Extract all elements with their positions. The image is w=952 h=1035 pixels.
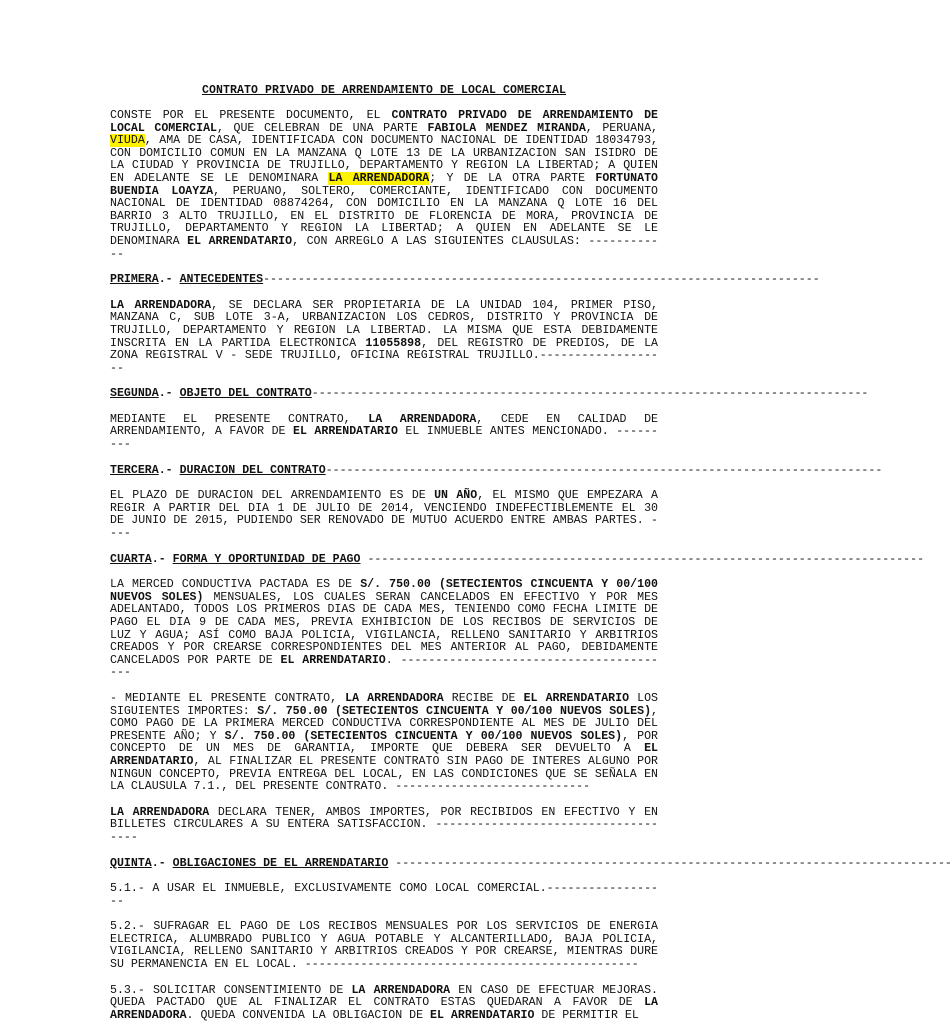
highlighted-text: VIUDA [110,134,145,148]
text-run: EL INMUEBLE ANTES MENCIONADO. --------- [110,425,658,452]
bold-text: LA ARRENDADORA [368,412,477,426]
clause-separator: .- [151,552,173,566]
bold-text: CONTRATO PRIVADO DE ARRENDAMIENTO DE LOCAL COMERCIAL [110,109,658,135]
bold-text: LA ARRENDADORA [345,691,444,705]
clause-separator: .- [158,387,180,401]
text-run: ; Y DE LA OTRA PARTE [429,171,596,185]
text-run: . QUEDA CONVENIDA LA OBLIGACION DE [186,1008,431,1022]
clause-dashes: -------------------------------------------------------------------------------- [360,552,925,566]
clause-dashes: -------------------------------------------------------------------------------- [325,463,883,477]
clause-title: OBJETO DEL CONTRATO [179,387,312,401]
clause-title: DURACION DEL CONTRATO [179,463,326,477]
paragraph [110,921,658,971]
text-run: MENSUALES, LOS CUALES SERAN CANCELADOS EN EFECTIVO Y POR MES ADELANTADO, TODOS LOS PRIMEROS DIAS DE CADA MES, TENIENDO COMO FECHA LIMITE DE PAGO EL DIA 9 DE CADA MES, PREVIA EXHIBICION DE LOS RECIBOS DE SERVICIOS DE LUZ Y AGUA; ASÍ COMO BAJA POLICIA, VIGILANCIA, RELLENO SANITARIO Y ARBITRIOS CREADOS Y POR CREARSE CORRESPONDIENTES DEL MES ANTERIOR AL PAGO, DEBIDAMENTE CANCELADOS POR PARTE DE [110,590,658,667]
text-run: , CON ARREGLO A LAS SIGUIENTES CLAUSULAS: ------------ [110,234,658,261]
text-run: DE PERMITIR EL [534,1008,639,1022]
document-title: CONTRATO PRIVADO DE ARRENDAMIENTO DE LOCAL COMERCIAL [201,84,567,97]
clause-separator: .- [158,463,180,477]
text-run: LA MERCED CONDUCTIVA PACTADA ES DE [110,578,361,592]
text-run: RECIBE DE [443,691,524,705]
bold-text: LA ARRENDADORA [110,298,212,312]
bold-text: S/. 750.00 (SETECIENTOS CINCUENTA Y 00/100 NUEVOS SOLES) [257,704,652,718]
paragraph [110,579,658,680]
text-run: , PERUANA, [585,121,658,135]
bold-text: EL ARRENDATARIO [523,691,630,705]
text-run: . ---------------------------------------- [110,653,658,680]
text-run: EN CASO DE EFECTUAR MEJORAS. QUEDA PACTADO QUE AL FINALIZAR EL CONTRATO ESTAS QUEDARAN A FAVOR DE [110,983,659,1010]
clause-dashes: -------------------------------------------------------------------------------- [311,387,869,401]
clause-number: CUARTA [110,552,152,566]
clause-heading [110,856,952,871]
text-run: , QUE CELEBRAN DE UNA PARTE [216,121,428,135]
clause-heading [110,387,869,401]
paragraph [110,883,658,908]
bold-text: S/. 750.00 (SETECIENTOS CINCUENTA Y 00/100 NUEVOS SOLES) [110,578,658,604]
bold-text: LA ARRENDADORA [351,983,451,997]
text-run: - MEDIANTE EL PRESENTE CONTRATO, [110,691,346,705]
paragraph [110,985,658,1023]
clause-title: ANTECEDENTES [179,273,264,287]
bold-text: EL ARRENDATARIO [293,425,398,439]
clause-heading [110,273,820,287]
clause-heading [110,463,883,478]
bold-text: UN AÑO [434,489,478,503]
text-run: , AMA DE CASA, IDENTIFICADA CON DOCUMENTO NACIONAL DE IDENTIDAD 18034793, CON DOMICILIO COMUN EN LA MANZANA Q LOTE 13 DE LA URBANIZACION SAN ISIDRO DE LA CIUDAD Y PROVINCIA DE TRUJILLO, DEPARTAMENTO Y REGION LA LIBERTAD; A QUIEN EN ADELANTE SE LE DENOMINARA [110,134,658,185]
paragraph [110,300,658,376]
text-run: 5.2.- SUFRAGAR EL PAGO DE LOS RECIBOS MENSUALES POR LOS SERVICIOS DE ENERGIA ELECTRICA, ALUMBRADO PUBLICO Y AGUA POTABLE Y ALCANTERILLADO, BAJA POLICIA, VIGILANCIA, RELLENO SANITARIO Y ARBITRIOS CREADOS Y POR CREARSE, MIENTRAS DURE SU PERMANENCIA EN EL LOCAL. ------------------------------------------------ [110,920,658,972]
text-run: CONSTE POR EL PRESENTE DOCUMENTO, EL [110,109,392,122]
clause-title: OBLIGACIONES DE EL ARRENDATARIO [172,856,389,870]
clause-separator: .- [151,856,173,870]
paragraph [110,414,658,452]
paragraph [110,807,658,845]
text-run: 5.3.- SOLICITAR CONSENTIMIENTO DE [110,983,352,997]
clause-dashes: -------------------------------------------------------------------------------- [388,856,952,870]
clause-number: QUINTA [110,856,152,870]
text-run: , POR CONCEPTO DE UN MES DE GARANTIA, IMPORTE QUE DEBERA SER DEVUELTO A [110,729,658,756]
text-run: MEDIANTE EL PRESENTE CONTRATO, [110,412,369,426]
text-run: , SE DECLARA SER PROPIETARIA DE LA UNIDAD 104, PRIMER PISO, MANZANA C, SUB LOTE 3-A, URBANIZACION LOS CEDROS, DISTRITO Y PROVINCIA DE TRUJILLO, DEPARTAMENTO Y REGION LA LIBERTAD. LA MISMA QUE ESTA DEBIDAMENTE INSCRITA EN LA PARTIDA ELECTRONICA [110,298,658,350]
bold-text: LA ARRENDADORA [110,996,658,1022]
bold-text: EL ARRENDATARIO [187,234,293,248]
bold-text: EL ARRENDATARIO [280,653,386,667]
text-run: , DEL REGISTRO DE PREDIOS, DE LA ZONA REGISTRAL V - SEDE TRUJILLO, OFICINA REGISTRAL TRUJILLO.------------------- [110,336,658,375]
text-run: LOS SIGUIENTES IMPORTES: [110,691,659,718]
text-run: , COMO PAGO DE LA PRIMERA MERCED CONDUCTIVA CORRESPONDIENTE AL MES DE JULIO DEL PRESENTE AÑO; Y [110,704,658,743]
clause-number: TERCERA [110,463,159,477]
clause-heading [110,552,925,567]
bold-text: EL ARRENDATARIO [430,1008,535,1022]
paragraph [110,110,658,261]
document-body [110,109,952,1035]
clause-number: PRIMERA [110,273,159,287]
text-run: EL PLAZO DE DURACION DEL ARRENDAMIENTO ES DE [110,489,435,503]
clause-separator: .- [158,273,180,287]
text-run: , AL FINALIZAR EL PRESENTE CONTRATO SIN PAGO DE INTERES ALGUNO POR NINGUN CONCEPTO, PREVIA ENTREGA DEL LOCAL, EN LAS CONDICIONES QUE SE SEÑALA EN LA CLAUSULA 7.1., DEL PRESENTE CONTRATO. ---------------------------- [110,754,658,794]
bold-text: FORTUNATO BUENDIA LOAYZA [110,171,659,198]
clause-dashes: -------------------------------------------------------------------------------- [263,273,820,287]
text-run: , PERUANO, SOLTERO, COMERCIANTE, IDENTIFICADO CON DOCUMENTO NACIONAL DE IDENTIDAD 08874264, CON DOMICILIO EN LA MANZANA Q LOTE 16 DEL BARRIO 3 ALTO TRUJILLO, EN EL DISTRITO DE FLORENCIA DE MORA, PROVINCIA DE TRUJILLO, DEPARTAMENTO Y REGION LA LIBERTAD; A QUIEN EN ADELANTE SE LE DENOMINARA [110,184,658,248]
text-run: 5.1.- A USAR EL INMUEBLE, EXCLUSIVAMENTE COMO LOCAL COMERCIAL.------------------ [110,882,658,908]
text-run: , CEDE EN CALIDAD DE ARRENDAMIENTO, A FAVOR DE [110,412,658,439]
bold-text: EL ARRENDATARIO [110,742,658,768]
bold-text: S/. 750.00 (SETECIENTOS CINCUENTA Y 00/100 NUEVOS SOLES) [224,729,623,743]
text-run: , EL MISMO QUE EMPEZARA A REGIR A PARTIR DEL DIA 1 DE JULIO DE 2014, VENCIENDO INDEFECTIBLEMENTE EL 30 DE JUNIO DE 2015, PUDIENDO SER RENOVADO DE MUTUO ACUERDO ENTRE AMBAS PARTES. ---- [110,489,659,541]
clause-title: FORMA Y OPORTUNIDAD DE PAGO [172,552,361,566]
bold-text: 11055898 [365,336,422,350]
paragraph [110,490,658,540]
text-run: DECLARA TENER, AMBOS IMPORTES, POR RECIBIDOS EN EFECTIVO Y EN BILLETES CIRCULARES A SU ENTERA SATISFACCION. ------------------------------------ [110,805,658,844]
bold-text: LA ARRENDADORA [110,805,210,819]
highlighted-text: LA ARRENDADORA [328,171,430,185]
clause-number: SEGUNDA [110,387,159,401]
bold-text: FABIOLA MENDEZ MIRANDA [427,121,586,135]
paragraph [110,693,658,794]
